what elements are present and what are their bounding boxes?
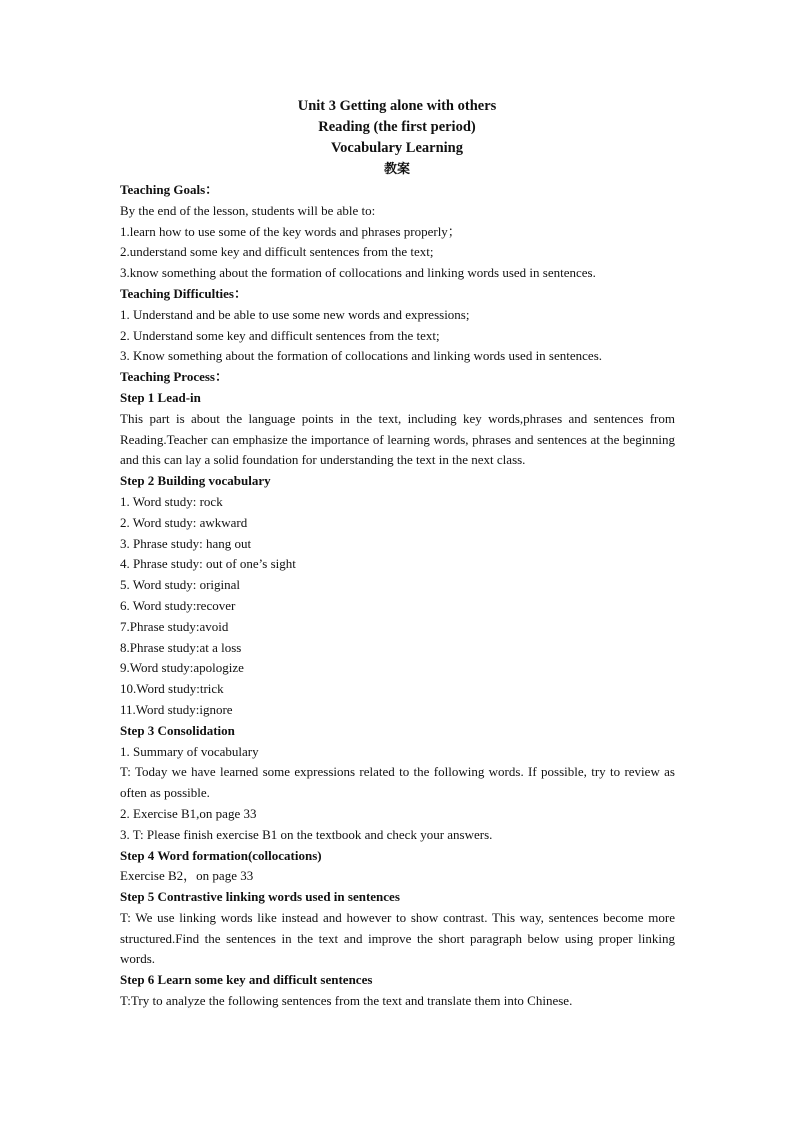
step4-text: Exercise B2，on page 33 xyxy=(120,868,254,884)
vocab-item: 9.Word study:apologize xyxy=(120,660,244,676)
teaching-difficulties-heading: Teaching Difficulties： xyxy=(120,285,247,301)
vocab-item: 7.Phrase study:avoid xyxy=(120,618,229,634)
vocab-item: 8.Phrase study:at a loss xyxy=(120,639,242,655)
step3-item-exercise: 2. Exercise B1,on page 33 xyxy=(120,805,257,821)
document-body xyxy=(120,180,675,1012)
step3-summary-paragraph: T: Today we have learned some expressions related to the following words. If possible, try to review as often as possible. xyxy=(120,764,675,801)
vocab-item: 1. Word study: rock xyxy=(120,493,223,509)
difficulty-item: 3. Know something about the formation of collocations and linking words used in sentences. xyxy=(120,348,602,364)
step3-heading: Step 3 Consolidation xyxy=(120,722,235,738)
period-title: Reading (the first period) xyxy=(318,119,476,135)
vocab-item: 3. Phrase study: hang out xyxy=(120,535,252,551)
step4-heading: Step 4 Word formation(collocations) xyxy=(120,847,322,863)
teaching-goals-heading: Teaching Goals： xyxy=(120,182,219,197)
step1-heading: Step 1 Lead-in xyxy=(120,389,201,405)
step3-item-instruction: 3. T: Please finish exercise B1 on the textbook and check your answers. xyxy=(120,826,493,842)
teaching-process-heading: Teaching Process： xyxy=(120,369,228,385)
doc-type-label: 教案 xyxy=(383,161,410,176)
vocab-item: 2. Word study: awkward xyxy=(120,514,248,530)
title-block xyxy=(0,96,794,179)
unit-title: Unit 3 Getting alone with others xyxy=(297,98,497,114)
vocab-item: 6. Word study:recover xyxy=(120,597,236,613)
step6-text: T:Try to analyze the following sentences from the text and translate them into Chinese. xyxy=(120,993,573,1009)
difficulty-item: 1. Understand and be able to use some new words and expressions; xyxy=(120,306,470,322)
goal-item: 1.learn how to use some of the key words and phrases properly； xyxy=(120,223,461,239)
difficulty-item: 2. Understand some key and difficult sentences from the text; xyxy=(120,327,440,343)
vocab-item: 5. Word study: original xyxy=(120,577,241,593)
goal-item: 2.understand some key and difficult sentences from the text; xyxy=(120,244,434,260)
step2-heading: Step 2 Building vocabulary xyxy=(120,473,271,489)
step5-heading: Step 5 Contrastive linking words used in sentences xyxy=(120,889,400,905)
step5-paragraph: T: We use linking words like instead and however to show contrast. This way, sentences become more structured.Find the sentences in the text and improve the short paragraph below using proper linking words. xyxy=(120,909,675,967)
vocab-item: 11.Word study:ignore xyxy=(120,701,233,717)
goal-item: 3.know something about the formation of collocations and linking words used in sentences. xyxy=(120,265,596,281)
vocab-item: 4. Phrase study: out of one’s sight xyxy=(120,556,296,572)
step6-heading: Step 6 Learn some key and difficult sentences xyxy=(120,972,373,988)
goals-intro: By the end of the lesson, students will be able to: xyxy=(120,202,376,218)
step3-item-summary: 1. Summary of vocabulary xyxy=(120,743,259,759)
step1-paragraph: This part is about the language points in the text, including key words,phrases and sentences from Reading.Teacher can emphasize the importance of learning words, phrases and sentences at the beginning and this can lay a solid foundation for understanding the text in the next class. xyxy=(120,410,675,468)
vocab-item: 10.Word study:trick xyxy=(120,681,224,697)
topic-title: Vocabulary Learning xyxy=(331,140,463,156)
